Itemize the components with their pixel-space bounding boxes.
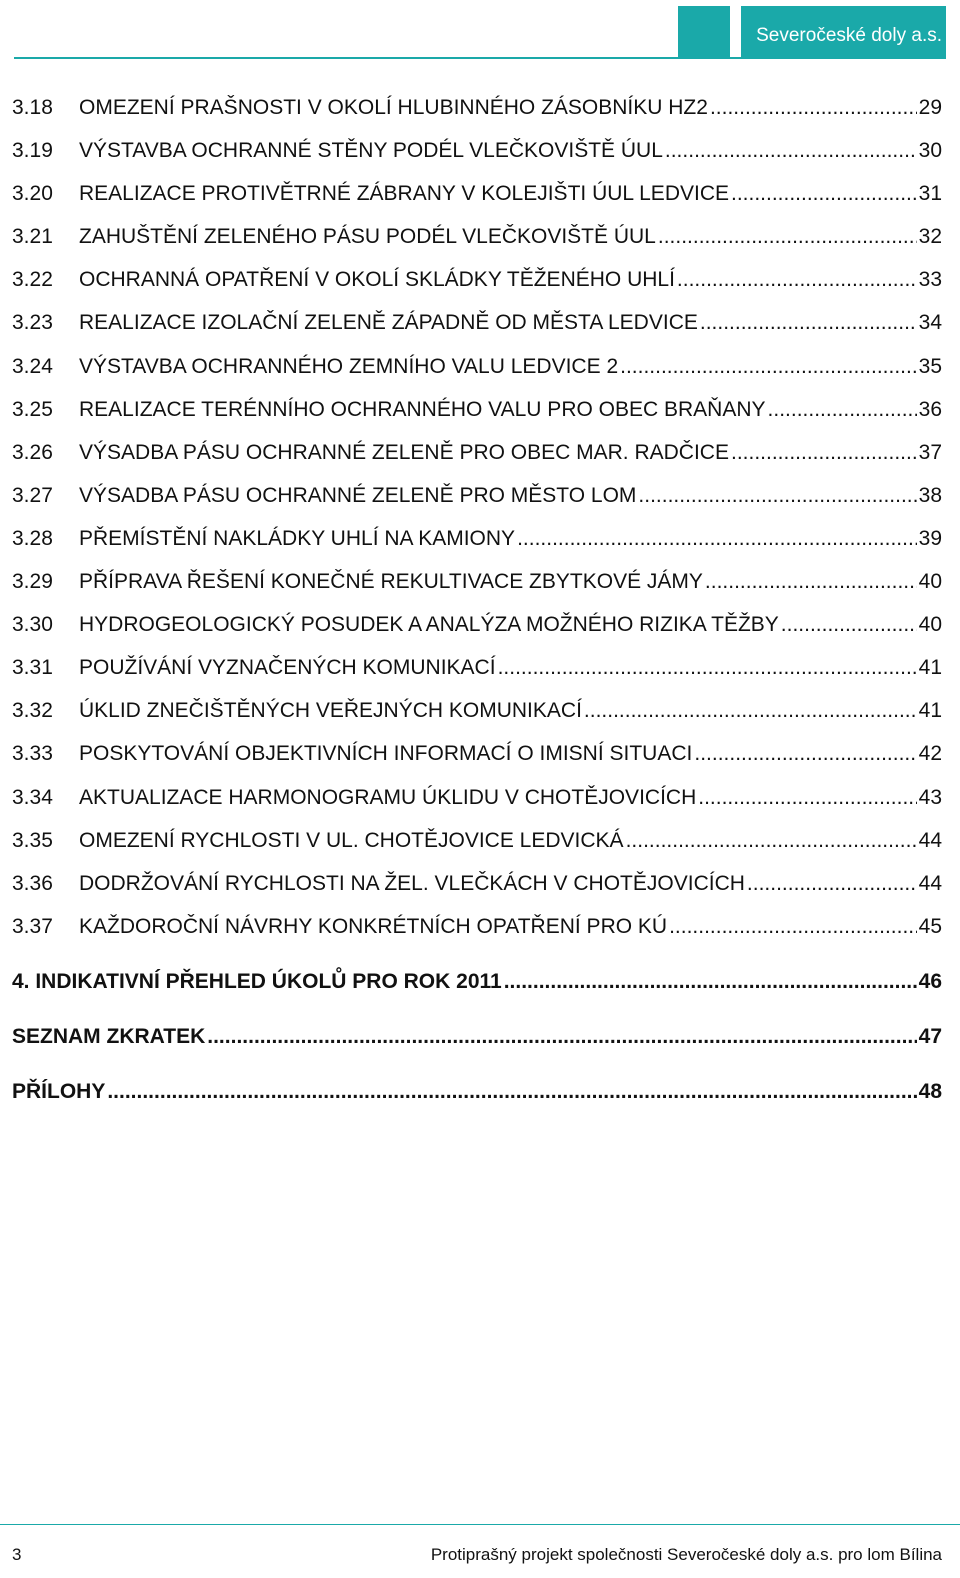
toc-dot-leader bbox=[768, 388, 917, 431]
toc-entry-number: 3.22 bbox=[12, 268, 53, 292]
toc-entry[interactable] bbox=[12, 560, 942, 603]
toc-entry-page: 46 bbox=[918, 970, 942, 993]
footer-title: Protiprašný projekt společnosti Severočeské doly a.s. pro lom Bílina bbox=[430, 1545, 942, 1564]
toc-entry-title: REALIZACE PROTIVĚTRNÉ ZÁBRANY V KOLEJIŠTI ÚUL LEDVICE bbox=[79, 182, 729, 206]
toc-dot-leader bbox=[107, 1064, 916, 1119]
toc-entry-title: 4. INDIKATIVNÍ PŘEHLED ÚKOLŮ PRO ROK 2011 bbox=[12, 970, 502, 993]
toc-entry-page: 44 bbox=[918, 828, 942, 852]
toc-dot-leader bbox=[705, 560, 917, 603]
toc-dot-leader bbox=[517, 517, 917, 560]
toc-entry-number: 3.18 bbox=[12, 96, 53, 119]
toc-entry-title: POUŽÍVÁNÍ VYZNAČENÝCH KOMUNIKACÍ bbox=[79, 656, 496, 680]
toc-dot-leader bbox=[620, 345, 917, 388]
toc-entry[interactable] bbox=[12, 431, 942, 474]
toc-entry[interactable] bbox=[12, 1009, 942, 1064]
toc-entry[interactable] bbox=[12, 172, 942, 215]
toc-entry-page: 33 bbox=[918, 268, 942, 292]
toc-entry-number: 3.20 bbox=[12, 182, 53, 206]
toc-entry-page: 45 bbox=[918, 914, 942, 938]
toc-dot-leader bbox=[207, 1009, 916, 1064]
toc-entry-number: 3.27 bbox=[12, 483, 53, 507]
toc-entry-title: KAŽDOROČNÍ NÁVRHY KONKRÉTNÍCH OPATŘENÍ PRO KÚ bbox=[79, 914, 668, 938]
toc-dot-leader bbox=[584, 689, 917, 732]
toc-entry-title: OMEZENÍ PRAŠNOSTI V OKOLÍ HLUBINNÉHO ZÁSOBNÍKU HZ2 bbox=[79, 96, 708, 119]
toc-entry[interactable] bbox=[12, 862, 942, 905]
toc-entry-number: 3.30 bbox=[12, 613, 53, 637]
toc-entry-title: OMEZENÍ RYCHLOSTI V UL. CHOTĚJOVICE LEDVICKÁ bbox=[79, 828, 624, 852]
toc-entry-page: 44 bbox=[918, 871, 942, 895]
toc-dot-leader bbox=[700, 301, 917, 344]
toc-entry[interactable] bbox=[12, 1064, 942, 1119]
toc-dot-leader bbox=[677, 258, 917, 301]
toc-dot-leader bbox=[658, 215, 917, 258]
toc-entry-page: 36 bbox=[918, 397, 942, 421]
toc-entry[interactable] bbox=[12, 301, 942, 344]
toc-dot-leader bbox=[731, 172, 917, 215]
toc-dot-leader bbox=[498, 646, 917, 689]
toc-entry-number: 3.25 bbox=[12, 397, 53, 421]
toc-entry[interactable] bbox=[12, 905, 942, 948]
header-accent-block bbox=[678, 6, 730, 58]
toc-entry-number: 3.24 bbox=[12, 354, 53, 378]
toc-entry-title: OCHRANNÁ OPATŘENÍ V OKOLÍ SKLÁDKY TĚŽENÉHO UHLÍ bbox=[79, 268, 675, 292]
toc-entry-title: PŘEMÍSTĚNÍ NAKLÁDKY UHLÍ NA KAMIONY bbox=[79, 526, 516, 550]
toc-entry[interactable] bbox=[12, 776, 942, 819]
toc-entry[interactable] bbox=[12, 819, 942, 862]
toc-entry[interactable] bbox=[12, 474, 942, 517]
toc-entry-page: 41 bbox=[918, 699, 942, 723]
toc-entry-title: POSKYTOVÁNÍ OBJEKTIVNÍCH INFORMACÍ O IMISNÍ SITUACI bbox=[79, 742, 693, 766]
toc-entry-page: 42 bbox=[918, 742, 942, 766]
toc-dot-leader bbox=[638, 474, 916, 517]
header-brand bbox=[741, 6, 946, 58]
toc-entry-title: SEZNAM ZKRATEK bbox=[12, 1025, 206, 1048]
toc-entry-title: HYDROGEOLOGICKÝ POSUDEK A ANALÝZA MOŽNÉHO RIZIKA TĚŽBY bbox=[79, 613, 779, 637]
toc-entry-number: 3.29 bbox=[12, 570, 53, 594]
toc-entry[interactable] bbox=[12, 345, 942, 388]
toc-entry-number: 3.35 bbox=[12, 828, 53, 852]
toc-entry-number: 3.37 bbox=[12, 914, 53, 938]
toc-dot-leader bbox=[747, 862, 917, 905]
toc-entry[interactable] bbox=[12, 603, 942, 646]
footer-page-number: 3 bbox=[12, 1545, 22, 1564]
toc-entry-page: 40 bbox=[918, 613, 942, 637]
toc-entry-page: 34 bbox=[918, 311, 942, 335]
toc-entry-title: PŘÍPRAVA ŘEŠENÍ KONEČNÉ REKULTIVACE ZBYTKOVÉ JÁMY bbox=[79, 570, 703, 594]
footer-rule bbox=[0, 1524, 960, 1525]
toc-entry-number: 3.19 bbox=[12, 139, 53, 163]
toc-entry[interactable] bbox=[12, 689, 942, 732]
toc-entry-number: 3.23 bbox=[12, 311, 53, 335]
toc-dot-leader bbox=[665, 129, 917, 172]
brand-name: Severočeské doly a.s. bbox=[756, 25, 942, 46]
toc-entry[interactable] bbox=[12, 646, 942, 689]
toc-entry[interactable] bbox=[12, 954, 942, 1009]
toc-entry-title: PŘÍLOHY bbox=[12, 1080, 106, 1103]
toc-entry-title: DODRŽOVÁNÍ RYCHLOSTI NA ŽEL. VLEČKÁCH V CHOTĚJOVICÍCH bbox=[79, 871, 745, 895]
toc-entry-title: AKTUALIZACE HARMONOGRAMU ÚKLIDU V CHOTĚJOVICÍCH bbox=[79, 785, 697, 809]
toc-entry-page: 43 bbox=[918, 785, 942, 809]
toc-entry-page: 47 bbox=[918, 1025, 942, 1048]
toc-entry-title: ÚKLID ZNEČIŠTĚNÝCH VEŘEJNÝCH KOMUNIKACÍ bbox=[79, 699, 582, 723]
toc-entry-title: VÝSADBA PÁSU OCHRANNÉ ZELENĚ PRO OBEC MAR. RADČICE bbox=[79, 440, 729, 464]
toc-entry-page: 35 bbox=[918, 354, 942, 378]
toc-entry[interactable] bbox=[12, 215, 942, 258]
toc-entry-number: 3.34 bbox=[12, 785, 53, 809]
toc-entry-page: 37 bbox=[918, 440, 942, 464]
toc-dot-leader bbox=[781, 603, 917, 646]
toc-dot-leader bbox=[669, 905, 917, 948]
toc-dot-leader bbox=[731, 431, 917, 474]
toc-entry[interactable] bbox=[12, 517, 942, 560]
toc-entry-title: REALIZACE TERÉNNÍHO OCHRANNÉHO VALU PRO OBEC BRAŇANY bbox=[79, 397, 766, 421]
toc-entry-page: 29 bbox=[918, 96, 942, 119]
toc-entry-page: 38 bbox=[918, 483, 942, 507]
toc-entry[interactable] bbox=[12, 129, 942, 172]
toc-entry-title: ZAHUŠTĚNÍ ZELENÉHO PÁSU PODÉL VLEČKOVIŠTĚ ÚUL bbox=[79, 225, 656, 249]
toc-main-list bbox=[12, 954, 942, 1119]
toc-entry-page: 40 bbox=[918, 570, 942, 594]
toc-entry-number: 3.26 bbox=[12, 440, 53, 464]
toc-dot-leader bbox=[626, 819, 917, 862]
toc-entry[interactable] bbox=[12, 388, 942, 431]
toc-dot-leader bbox=[694, 732, 916, 775]
toc-dot-leader bbox=[710, 86, 917, 129]
toc-entry-title: VÝSADBA PÁSU OCHRANNÉ ZELENĚ PRO MĚSTO LOM bbox=[79, 483, 637, 507]
toc-entry-page: 31 bbox=[918, 182, 942, 206]
toc-dot-leader bbox=[504, 954, 917, 1009]
toc-dot-leader bbox=[698, 776, 916, 819]
toc-entry-page: 39 bbox=[918, 526, 942, 550]
toc-entry-page: 32 bbox=[918, 225, 942, 249]
toc-entry[interactable] bbox=[12, 86, 942, 129]
toc-entry-number: 3.21 bbox=[12, 225, 53, 249]
toc-entry-page: 41 bbox=[918, 656, 942, 680]
toc-entry-title: VÝSTAVBA OCHRANNÉ STĚNY PODÉL VLEČKOVIŠTĚ ÚUL bbox=[79, 139, 663, 163]
toc-entry[interactable] bbox=[12, 258, 942, 301]
toc-entry-number: 3.28 bbox=[12, 526, 53, 550]
toc-entry-page: 48 bbox=[918, 1080, 942, 1103]
toc-entry-number: 3.36 bbox=[12, 871, 53, 895]
toc-entry-number: 3.33 bbox=[12, 742, 53, 766]
toc-sub-list bbox=[12, 86, 942, 948]
toc-entry-title: VÝSTAVBA OCHRANNÉHO ZEMNÍHO VALU LEDVICE 2 bbox=[79, 354, 619, 378]
toc-entry-page: 30 bbox=[918, 139, 942, 163]
toc-entry[interactable] bbox=[12, 732, 942, 775]
toc-entry-title: REALIZACE IZOLAČNÍ ZELENĚ ZÁPADNĚ OD MĚSTA LEDVICE bbox=[79, 311, 698, 335]
toc-entry-number: 3.32 bbox=[12, 699, 53, 723]
toc-entry-number: 3.31 bbox=[12, 656, 53, 680]
